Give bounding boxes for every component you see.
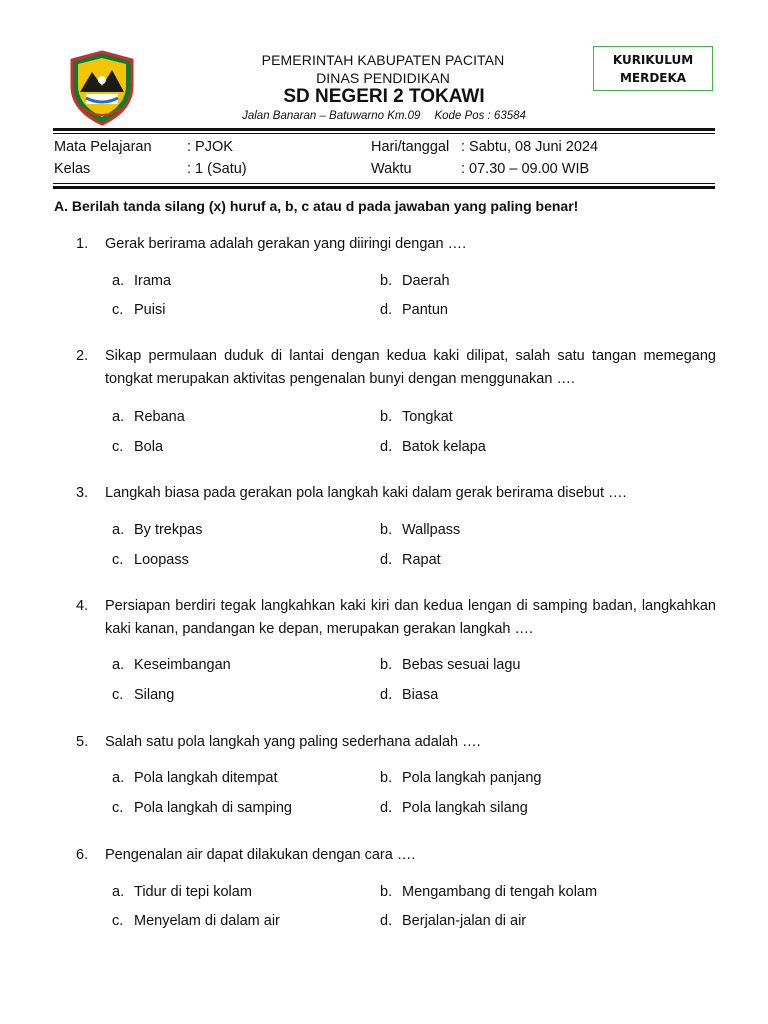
option-6b: b. Mengambang di tengah kolam [380, 884, 598, 900]
option-3b: b. Wallpass [380, 522, 461, 538]
curriculum-badge-line2: MERDEKA [619, 71, 687, 85]
option-5d: d. Pola langkah silang [380, 800, 528, 816]
info-divider-thick [53, 186, 715, 189]
time-value: : 07.30 – 09.00 WIB [461, 161, 590, 177]
government-name: PEMERINTAH KABUPATEN PACITAN [261, 52, 505, 68]
option-1c: c. Puisi [112, 302, 166, 318]
question-number: 2. [76, 348, 89, 364]
option-3a: a. By trekpas [112, 522, 203, 538]
street-address: Jalan Banaran – Batuwarno Km.09 [242, 110, 421, 122]
class-value: : 1 (Satu) [187, 161, 247, 177]
postal-code: Kode Pos : 63584 [434, 110, 526, 122]
question-2 [76, 345, 716, 391]
question-6 [76, 844, 716, 867]
date-value: : Sabtu, 08 Juni 2024 [461, 139, 599, 155]
option-4c: c. Silang [112, 687, 175, 703]
option-2a: a. Rebana [112, 409, 185, 425]
option-2d: d. Batok kelapa [380, 439, 486, 455]
option-5c: c. Pola langkah di samping [112, 800, 292, 816]
header-divider-thick [53, 128, 715, 131]
date-label: Hari/tanggal [371, 139, 450, 155]
option-6a: a. Tidur di tepi kolam [112, 884, 252, 900]
school-name: SD NEGERI 2 TOKAWI [283, 86, 485, 107]
school-address [0, 110, 768, 122]
option-2b: b. Tongkat [380, 409, 453, 425]
question-text: Salah satu pola langkah yang paling sederhana adalah …. [105, 734, 481, 750]
option-6d: d. Berjalan-jalan di air [380, 913, 527, 929]
section-a-instruction: A. Berilah tanda silang (x) huruf a, b, c atau d pada jawaban yang paling benar! [54, 198, 579, 214]
question-3 [76, 482, 716, 505]
option-4d: d. Biasa [380, 687, 439, 703]
class-label: Kelas [54, 161, 91, 177]
subject-label: Mata Pelajaran [54, 139, 152, 155]
option-3d: d. Rapat [380, 552, 441, 568]
question-number: 6. [76, 847, 89, 863]
question-1 [76, 233, 716, 256]
question-number: 1. [76, 236, 89, 252]
info-divider-thin [53, 183, 715, 184]
question-text: Langkah biasa pada gerakan pola langkah kaki dalam gerak berirama disebut …. [105, 485, 627, 501]
question-text: Gerak berirama adalah gerakan yang diiringi dengan …. [105, 236, 467, 252]
option-4b: b. Bebas sesuai lagu [380, 657, 521, 673]
option-1b: b. Daerah [380, 273, 450, 289]
question-number: 4. [76, 598, 89, 614]
option-2c: c. Bola [112, 439, 164, 455]
time-label: Waktu [371, 161, 412, 177]
question-5 [76, 731, 716, 754]
question-number: 5. [76, 734, 89, 750]
question-text: Pengenalan air dapat dilakukan dengan cara …. [105, 847, 416, 863]
subject-value: : PJOK [187, 139, 233, 155]
option-1a: a. Irama [112, 273, 172, 289]
question-text: Sikap permulaan duduk di lantai dengan kedua kaki dilipat, salah satu tangan memegang tongkat merupakan aktivitas pengenalan bunyi dengan menggunakan …. [105, 348, 716, 387]
question-4 [76, 595, 716, 641]
question-number: 3. [76, 485, 89, 501]
option-4a: a. Keseimbangan [112, 657, 231, 673]
department-name: DINAS PENDIDIKAN [316, 70, 450, 86]
curriculum-badge [593, 46, 713, 91]
option-5a: a. Pola langkah ditempat [112, 770, 278, 786]
option-5b: b. Pola langkah panjang [380, 770, 542, 786]
header-divider-thin [53, 133, 715, 134]
curriculum-badge-line1: KURIKULUM [612, 53, 694, 67]
option-1d: d. Pantun [380, 302, 448, 318]
question-text: Persiapan berdiri tegak langkahkan kaki kiri dan kedua lengan di samping badan, langkahkan kaki kanan, pandangan ke depan, merupakan gerakan langkah …. [105, 598, 716, 637]
option-3c: c. Loopass [112, 552, 189, 568]
option-6c: c. Menyelam di dalam air [112, 913, 280, 929]
